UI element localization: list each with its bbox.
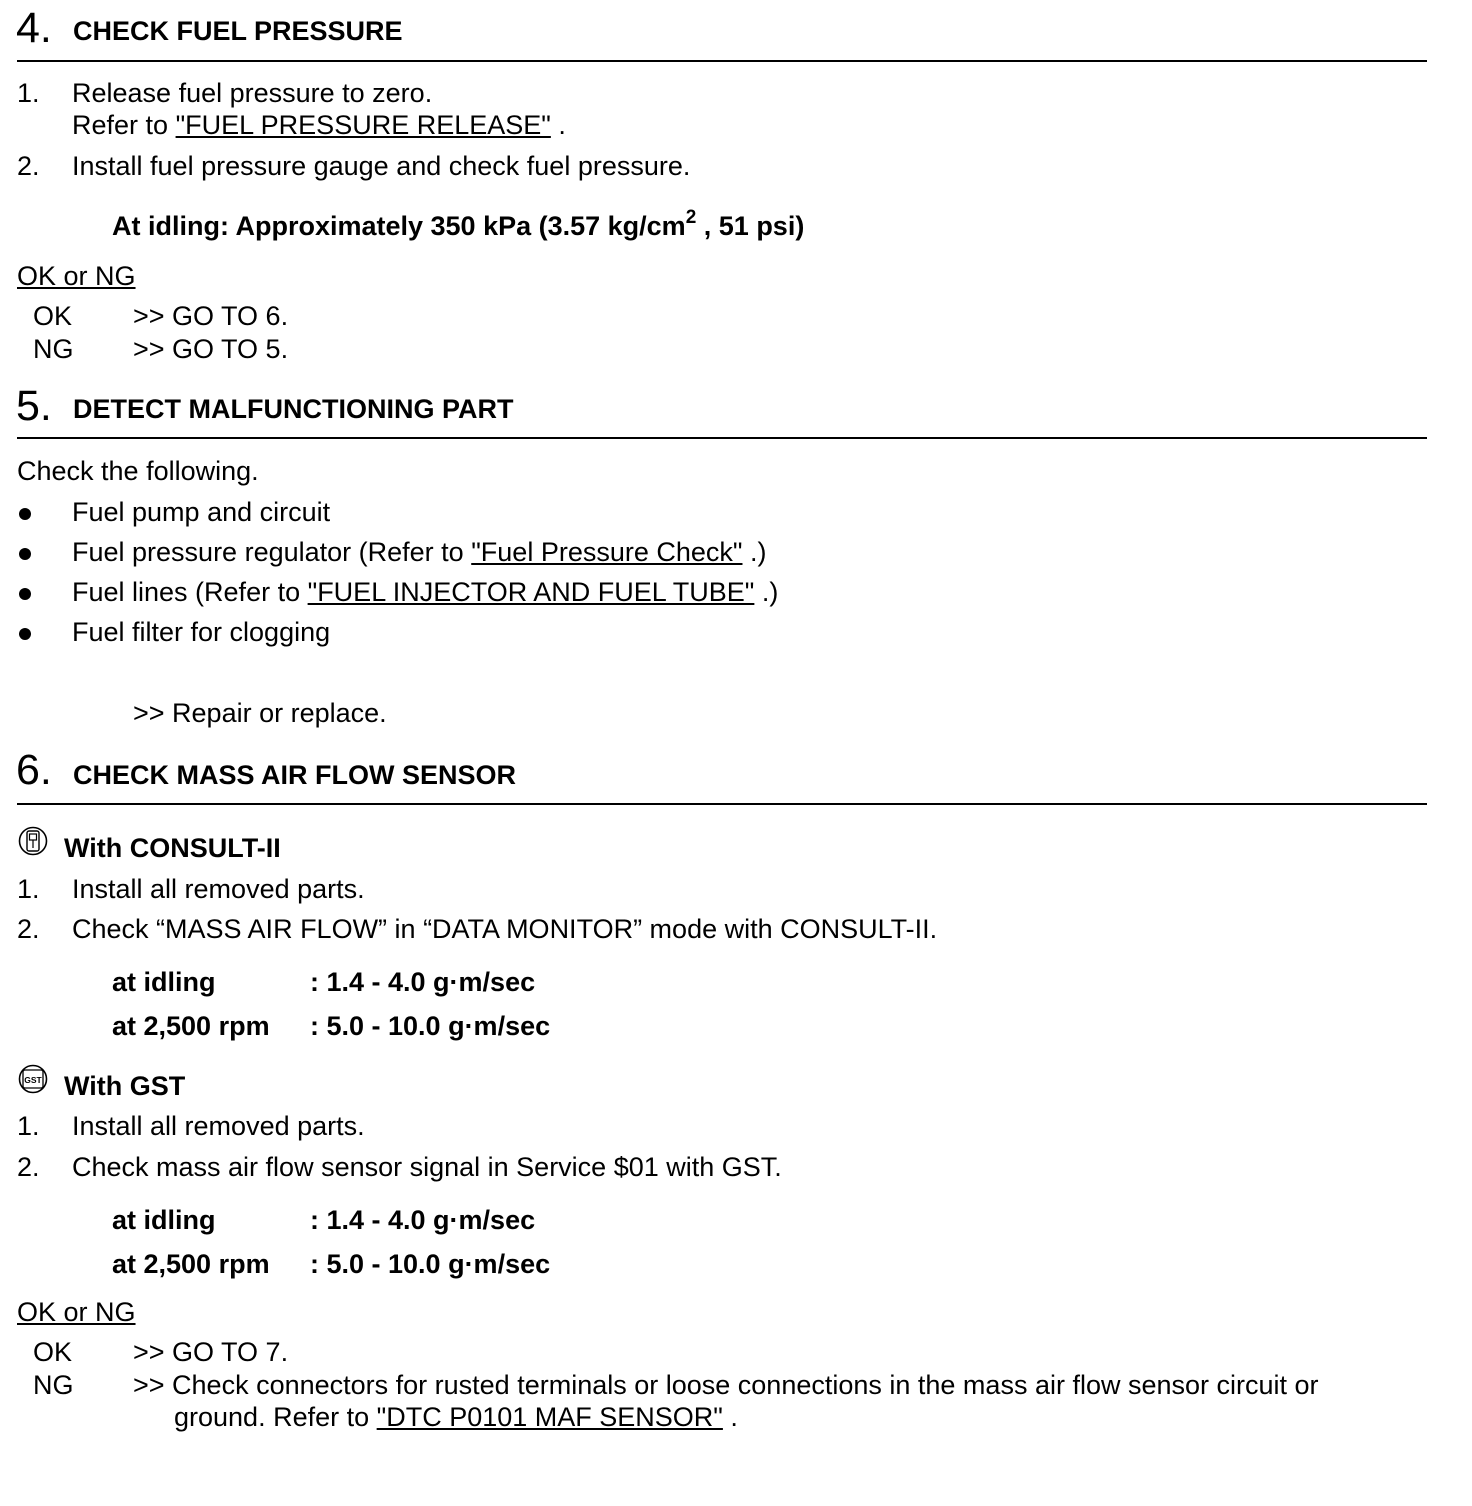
ng-action-continued <box>174 1401 738 1433</box>
section-6-divider <box>17 803 1427 805</box>
step-number: 2. <box>17 151 40 181</box>
ng-action: >> Check connectors for rusted terminals or loose connections in the mass air flow sensor circuit or <box>133 1370 1319 1400</box>
step-text: Release fuel pressure to zero. <box>72 78 433 108</box>
ok-or-ng-label: OK or NG <box>17 261 136 291</box>
ok-or-ng-label: OK or NG <box>17 1297 136 1327</box>
gst-tester-icon <box>18 1064 48 1094</box>
spec-label: at idling <box>112 1205 216 1235</box>
step-number: 1. <box>17 1111 40 1141</box>
step-text: Install fuel pressure gauge and check fuel pressure. <box>72 151 691 181</box>
section-6-number: 6. <box>16 746 52 794</box>
ng-label: NG <box>33 1370 74 1400</box>
bullet-icon <box>19 628 31 640</box>
reference-prefix: (Refer to <box>358 537 464 567</box>
bullet-icon <box>19 508 31 520</box>
spec-value: : 1.4 - 4.0 g·m/sec <box>310 967 536 997</box>
ng-label: NG <box>33 334 74 364</box>
reference-suffix: . <box>558 110 566 140</box>
check-item <box>72 536 767 568</box>
spec-value: : 1.4 - 4.0 g·m/sec <box>310 1205 536 1235</box>
fuel-pressure-check-link[interactable]: "Fuel Pressure Check" <box>471 537 743 567</box>
dtc-p0101-maf-sensor-link[interactable]: "DTC P0101 MAF SENSOR" <box>376 1402 723 1432</box>
check-item: Fuel pump and circuit <box>72 497 331 527</box>
bullet-icon <box>19 548 31 560</box>
step-text: Check “MASS AIR FLOW” in “DATA MONITOR” mode with CONSULT-II. <box>72 914 938 944</box>
section-5-number: 5. <box>16 382 52 430</box>
fuel-pressure-release-link[interactable]: "FUEL PRESSURE RELEASE" <box>175 110 551 140</box>
spec-prefix: At idling: Approximately 350 kPa (3.57 kg/cm <box>112 211 686 241</box>
bullet-icon <box>19 588 31 600</box>
section-4-divider <box>17 60 1427 62</box>
gst-heading: With GST <box>64 1071 186 1101</box>
fuel-pressure-spec <box>112 207 805 242</box>
step-number: 2. <box>17 1152 40 1182</box>
step-number: 2. <box>17 914 40 944</box>
spec-label: at 2,500 rpm <box>112 1249 270 1279</box>
section-4-title: CHECK FUEL PRESSURE <box>73 16 403 46</box>
spec-value: : 5.0 - 10.0 g·m/sec <box>310 1011 551 1041</box>
step-text: Install all removed parts. <box>72 874 365 904</box>
consult-ii-heading: With CONSULT-II <box>64 833 281 863</box>
ok-action: >> GO TO 7. <box>133 1337 289 1367</box>
reference-suffix: .) <box>750 537 767 567</box>
section-6-title: CHECK MASS AIR FLOW SENSOR <box>73 760 517 790</box>
check-item <box>72 576 778 608</box>
step-number: 1. <box>17 78 40 108</box>
spec-label: at idling <box>112 967 216 997</box>
reference-suffix: .) <box>761 577 779 607</box>
ok-label: OK <box>33 301 73 331</box>
check-item: Fuel filter for clogging <box>72 617 331 647</box>
section-5-intro: Check the following. <box>17 456 259 486</box>
ok-action: >> GO TO 6. <box>133 301 289 331</box>
spec-superscript: 2 <box>685 207 697 228</box>
ng-action: >> GO TO 5. <box>133 334 289 364</box>
spec-value: : 5.0 - 10.0 g·m/sec <box>310 1249 551 1279</box>
reference-prefix: Refer to <box>72 110 169 140</box>
step-text: Install all removed parts. <box>72 1111 365 1141</box>
spec-label: at 2,500 rpm <box>112 1011 270 1041</box>
fuel-injector-and-fuel-tube-link[interactable]: "FUEL INJECTOR AND FUEL TUBE" <box>307 577 755 607</box>
check-item-text: Fuel lines (Refer to <box>72 577 301 607</box>
check-item-text: Fuel pressure regulator <box>72 537 352 567</box>
step-text: Check mass air flow sensor signal in Service $01 with GST. <box>72 1152 782 1182</box>
step-number: 1. <box>17 874 40 904</box>
reference-suffix: . <box>730 1402 738 1432</box>
section-5-divider <box>17 437 1427 439</box>
ok-label: OK <box>33 1337 73 1367</box>
reference-prefix: ground. Refer to <box>174 1402 370 1432</box>
section-5-title: DETECT MALFUNCTIONING PART <box>73 394 514 424</box>
repair-action: >> Repair or replace. <box>133 698 387 728</box>
spec-suffix: , 51 psi) <box>703 211 805 241</box>
gst-icon-text: GST <box>24 1075 42 1085</box>
section-4-number: 4. <box>16 4 52 52</box>
reference-line <box>72 109 566 141</box>
consult-ii-tester-icon <box>18 826 48 856</box>
